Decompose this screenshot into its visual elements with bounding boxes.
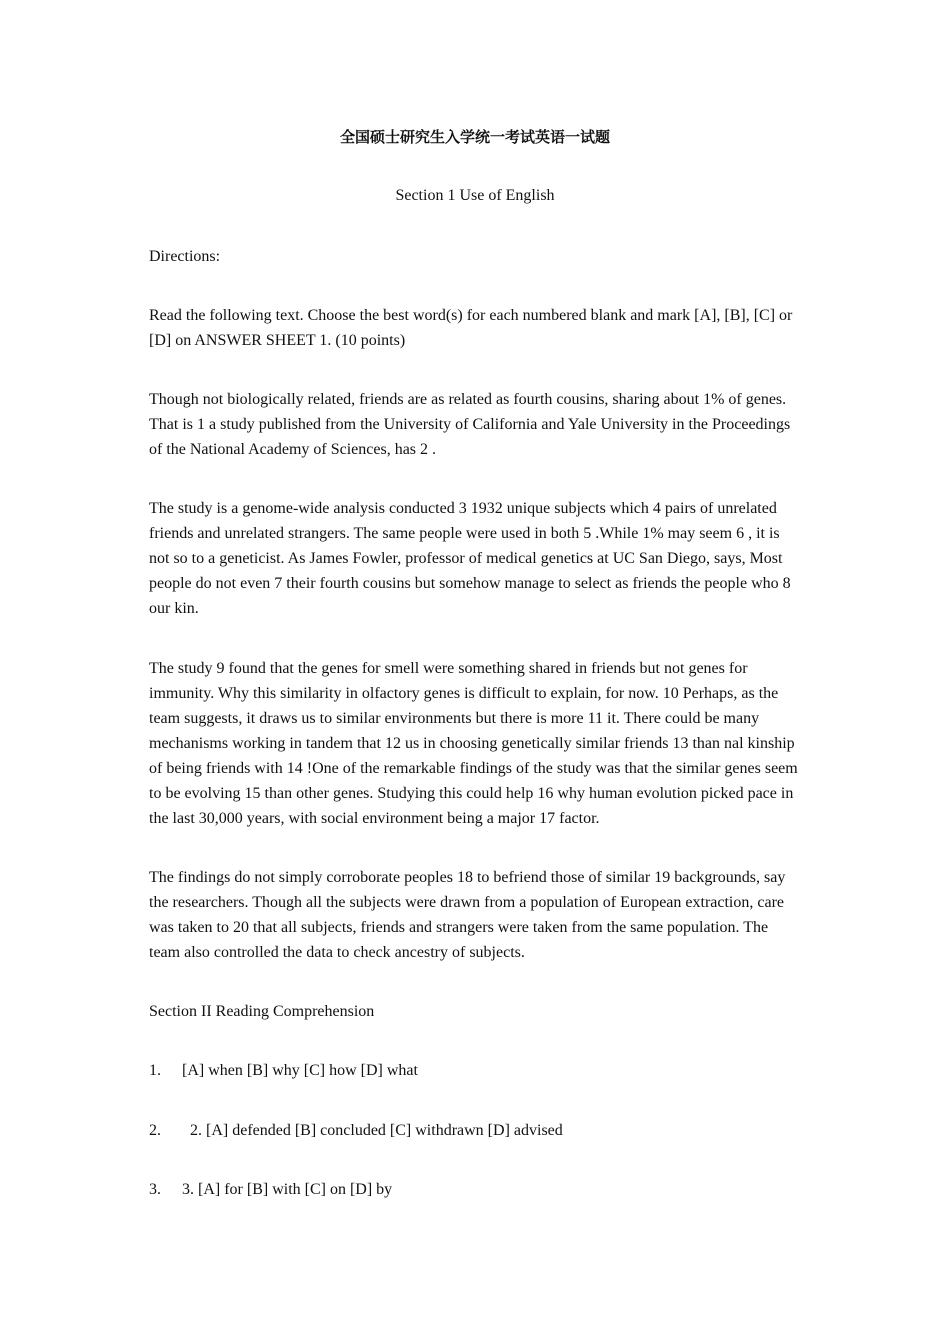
directions-label: Directions: (149, 248, 221, 265)
option-line-2 (149, 1120, 801, 1142)
option-number: 1. (149, 1062, 161, 1079)
option-number: 2. (149, 1122, 161, 1139)
paragraph-4: The findings do not simply corroborate peoples 18 to befriend those of similar 19 backgrounds, say the researchers. Though all the subjects were drawn from a population of European extraction, care was taken to 20 that all subjects, friends and strangers were taken from the same population. The team also controlled the data to check ancestry of subjects. (149, 869, 786, 961)
option-text: 3. [A] for [B] with [C] on [D] by (182, 1181, 393, 1198)
option-text: [A] when [B] why [C] how [D] what (182, 1062, 418, 1079)
directions-text: Read the following text. Choose the best word(s) for each numbered blank and mark [A], [B], [C] or [D] on ANSWER SHEET 1. (10 points) (149, 307, 793, 349)
option-text: 2. [A] defended [B] concluded [C] withdrawn [D] advised (182, 1122, 563, 1139)
option-number: 3. (149, 1181, 161, 1198)
option-line-3 (149, 1179, 801, 1201)
paragraph-2: The study is a genome-wide analysis conducted 3 1932 unique subjects which 4 pairs of unrelated friends and unrelated strangers. The same people were used in both 5 .While 1% may seem 6 , it is not so to a geneticist. As James Fowler, professor of medical genetics at UC San Diego, says, Most people do not even 7 their fourth cousins but somehow manage to select as friends the people who 8 our kin. (149, 500, 791, 617)
section-1-heading: Section 1 Use of English (395, 187, 555, 204)
paragraph-1: Though not biologically related, friends are as related as fourth cousins, sharing about 1% of genes. That is 1 a study published from the University of California and Yale University in the Proceedings of the National Academy of Sciences, has 2 . (149, 391, 791, 458)
section-2-heading: Section II Reading Comprehension (149, 1003, 375, 1020)
paragraph-3: The study 9 found that the genes for smell were something shared in friends but not genes for immunity. Why this similarity in olfactory genes is difficult to explain, for now. 10 Perhaps, as the team suggests, it draws us to similar environments but there is more 11 it. There could be many mechanisms working in tandem that 12 us in choosing genetically similar friends 13 than nal kinship of being friends with 14 !One of the remarkable findings of the study was that the similar genes seem to be evolving 15 than other genes. Studying this could help 16 why human evolution picked pace in the last 30,000 years, with social environment being a major 17 factor. (149, 660, 798, 827)
document-title: 全国硕士研究生入学统一考试英语一试题 (339, 128, 610, 146)
option-line-1 (149, 1060, 801, 1082)
